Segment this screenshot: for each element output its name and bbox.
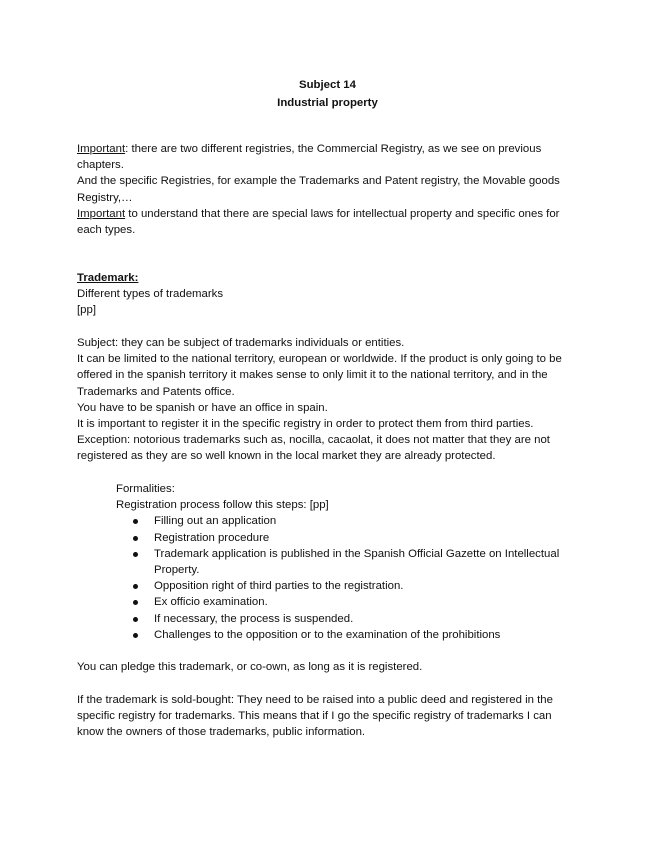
trademark-paragraph: It can be limited to the national territory, european or worldwide. If the product is only going to be offered in the spanish territory it makes sense to only limit it to the national territory, and in the Trademarks and Patents office. (77, 353, 562, 398)
bullet-icon (133, 617, 138, 622)
bullet-icon (133, 552, 138, 557)
list-item (77, 530, 579, 546)
pledge-section (77, 659, 579, 675)
pledge-paragraph: You can pledge this trademark, or co-own, as long as it is registered. (77, 661, 423, 673)
list-item (77, 578, 579, 594)
formalities-section (77, 481, 579, 643)
list-item (77, 594, 579, 610)
trademark-pp-line: [pp] (77, 304, 96, 317)
important-label: Important (77, 143, 126, 155)
formalities-intro: Registration process follow this steps: [pp] (116, 499, 329, 512)
step-text: If necessary, the process is suspended. (154, 612, 354, 625)
registration-steps-list (77, 513, 579, 643)
trademark-section (77, 270, 579, 319)
title-line-subject: Subject 14 (299, 79, 356, 91)
bullet-icon (133, 633, 138, 638)
step-text: Trademark application is published in the Spanish Official Gazette on Intellectual Property. (154, 547, 560, 577)
trademark-paragraph: You have to be spanish or have an office in spain. (77, 401, 328, 414)
list-item (77, 611, 579, 627)
sale-paragraph: If the trademark is sold-bought: They need to be raised into a public deed and registered in the specific registry for trademarks. This means that if I go the specific registry of trademarks I can know the owners of those trademarks, public information. (77, 694, 553, 739)
intro-text-1: : there are two different registries, the Commercial Registry, as we see on previous chapters. (77, 143, 542, 172)
step-text: Challenges to the opposition or to the examination of the prohibitions (154, 628, 501, 641)
intro-paragraph-2: And the specific Registries, for example the Trademarks and Patent registry, the Movable goods Registry,… (77, 175, 560, 204)
list-item (77, 627, 579, 643)
step-text: Opposition right of third parties to the registration. (154, 580, 404, 593)
step-text: Registration procedure (154, 531, 270, 544)
bullet-icon (133, 584, 138, 589)
sale-section (77, 692, 579, 741)
bullet-icon (133, 519, 138, 524)
important-label: Important (77, 207, 126, 220)
intro-section (77, 141, 579, 238)
intro-paragraph-3 (77, 206, 579, 238)
bullet-icon (133, 536, 138, 541)
intro-text-3: to understand that there are special laws for intellectual property and specific ones for each types. (77, 207, 560, 237)
list-item (77, 546, 579, 578)
title-line-topic: Industrial property (277, 97, 378, 109)
step-text: Ex officio examination. (154, 596, 268, 609)
trademark-types-line: Different types of trademarks (77, 288, 224, 301)
trademark-heading: Trademark: (77, 272, 139, 284)
bullet-icon (133, 600, 138, 605)
step-text: Filling out an application (154, 515, 277, 528)
trademark-paragraph: Exception: notorious trademarks such as, nocilla, cacaolat, it does not matter that they are not registered as they are so well known in the local market they are already protected. (77, 434, 550, 463)
trademark-paragraph: Subject: they can be subject of trademarks individuals or entities. (77, 337, 405, 349)
trademark-paragraph: It is important to register it in the specific registry in order to protect them from third parties. (77, 418, 534, 431)
document-title (0, 76, 655, 112)
formalities-label: Formalities: (116, 483, 175, 495)
trademark-details (77, 335, 579, 465)
list-item (77, 513, 579, 529)
intro-paragraph-1 (77, 141, 579, 173)
